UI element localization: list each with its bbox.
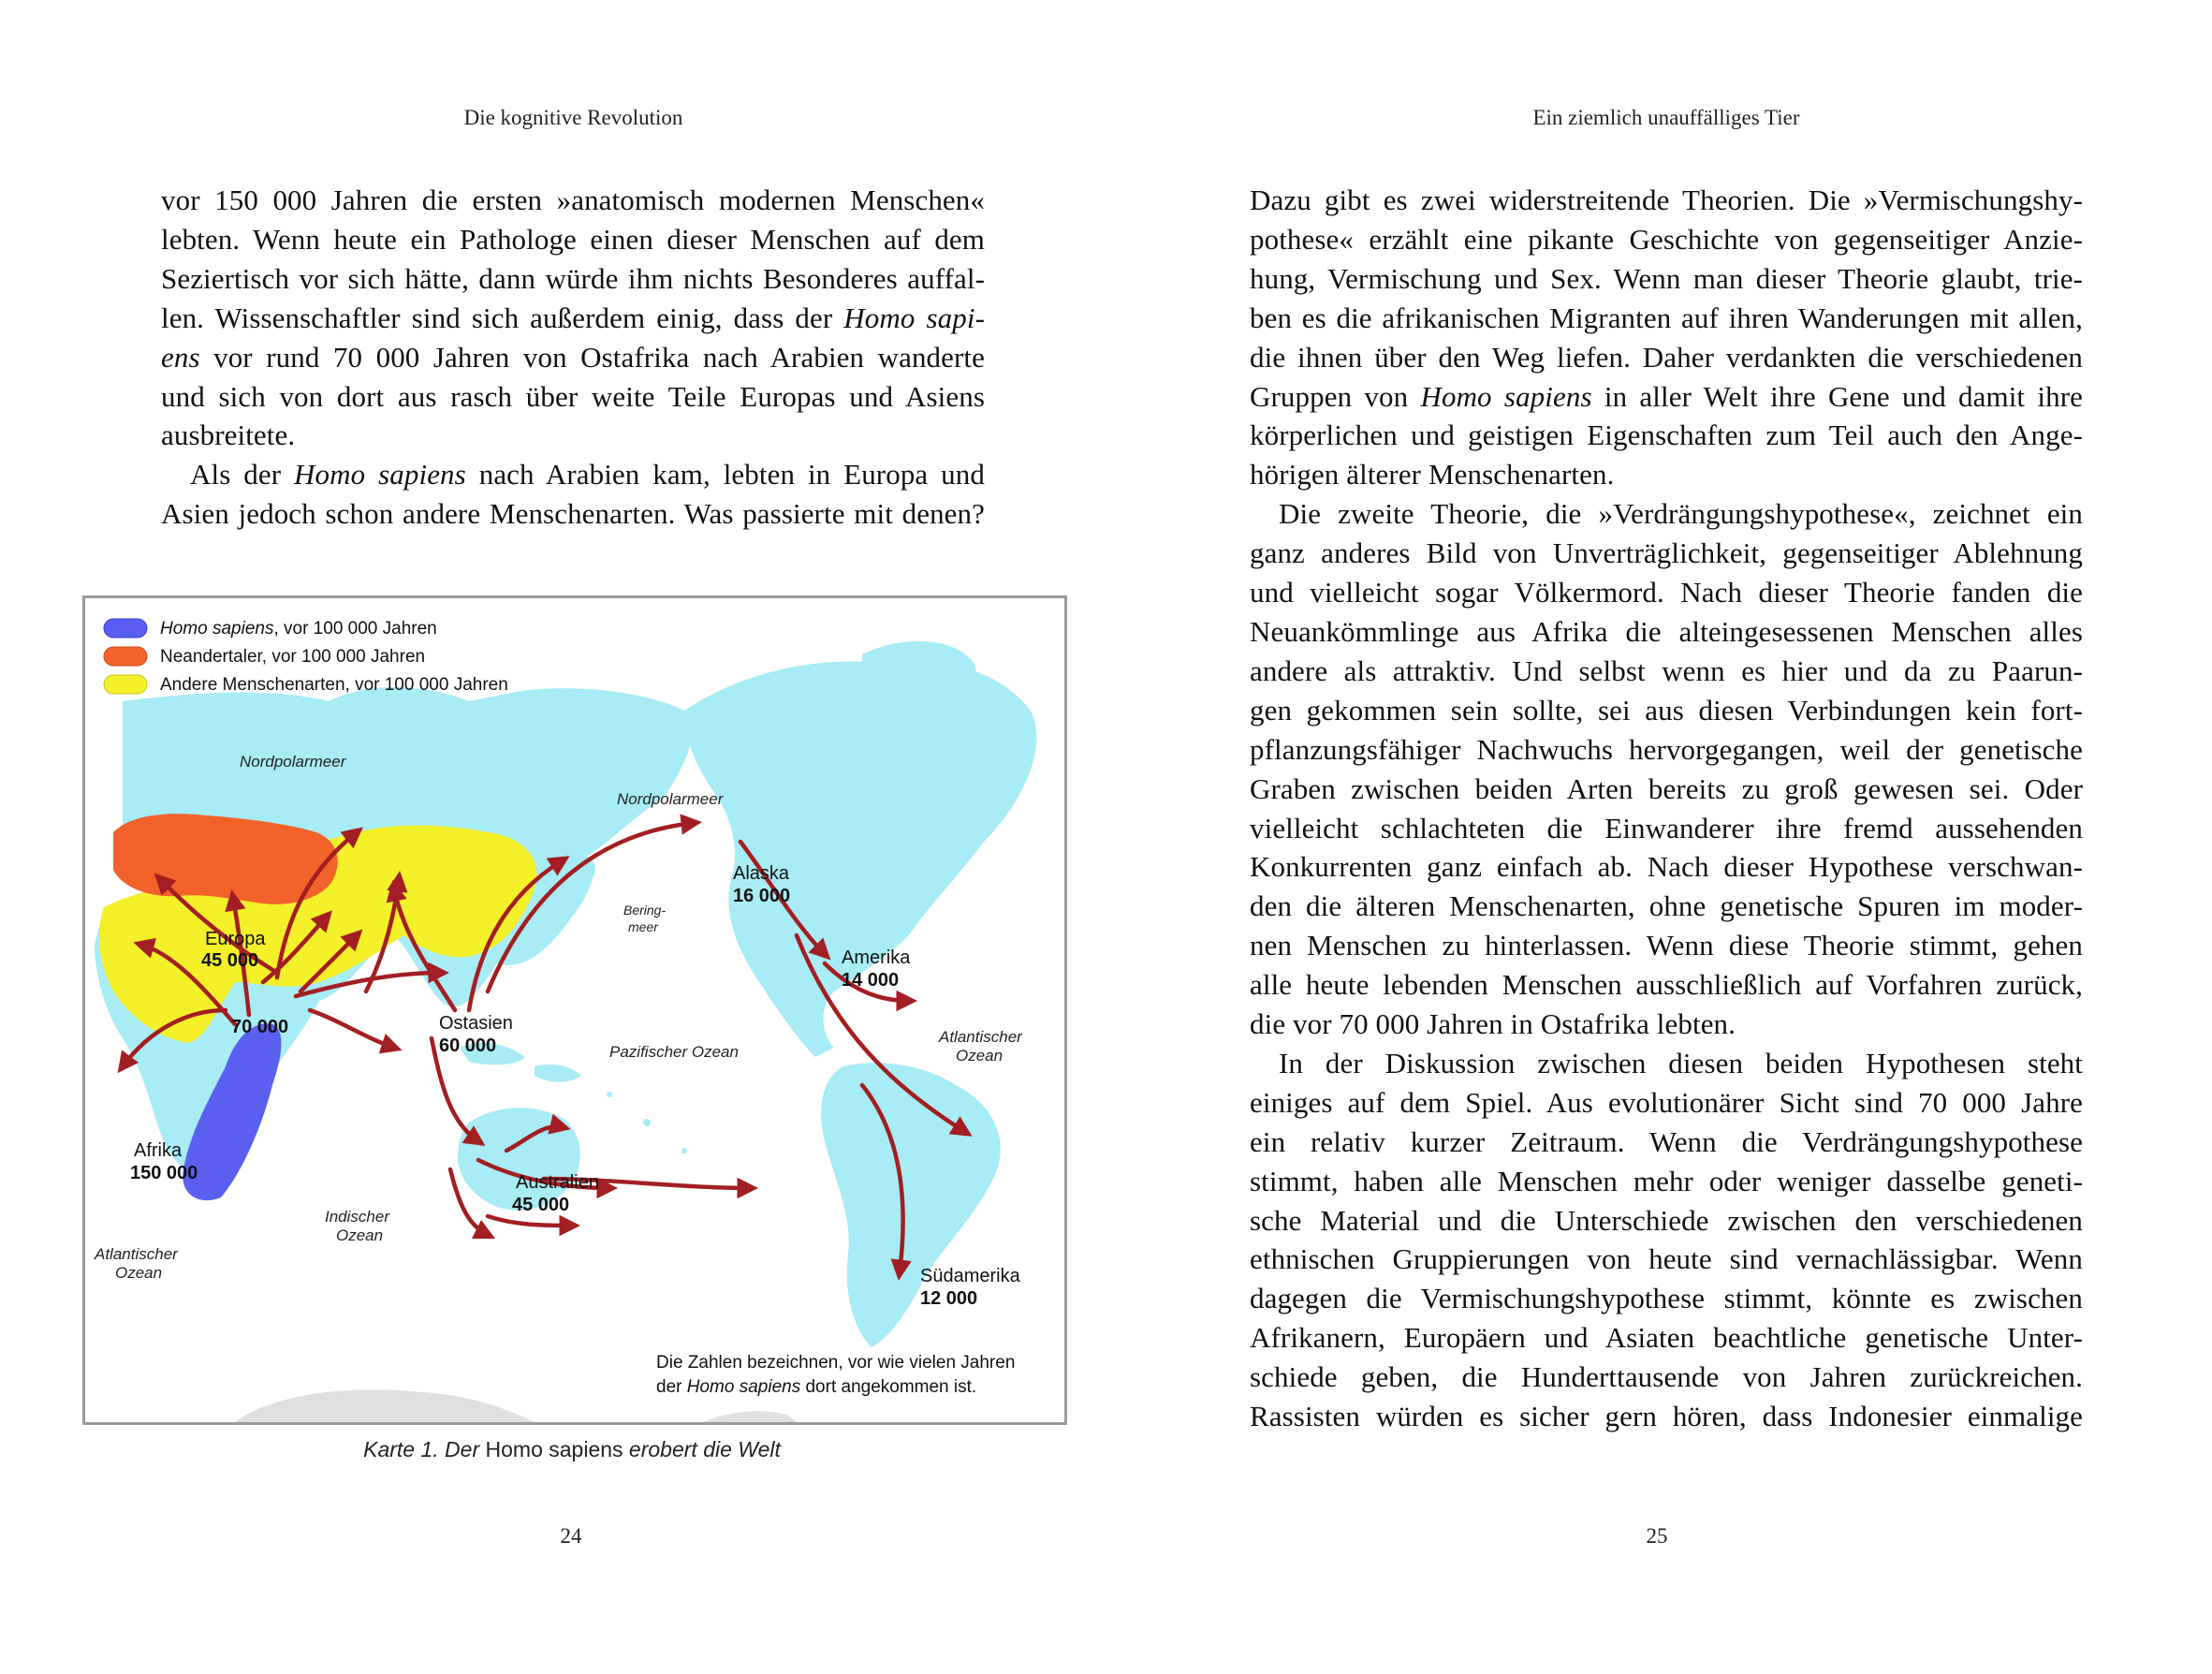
right-body-text bbox=[1250, 181, 2083, 1436]
text-line: hörigen älterer Menschenarten. bbox=[1250, 458, 1615, 492]
place-europa: Europa bbox=[205, 929, 266, 949]
landmasses bbox=[95, 641, 1036, 1347]
place-afrika: Afrika bbox=[134, 1140, 183, 1161]
place-ostasien: Ostasien bbox=[439, 1013, 513, 1034]
text-line: len. Wissenschaftler sind sich außerdem einig, dass der Homo sapi- bbox=[161, 301, 985, 334]
left-body-text bbox=[161, 181, 985, 534]
text-line: schiede geben, die Hunderttausende von Jahren zurückreichen. bbox=[1250, 1360, 2083, 1394]
text-line: die ihnen über den Weg liefen. Daher verdankten die verschiedenen bbox=[1250, 340, 2083, 374]
years-alaska: 16 000 bbox=[733, 886, 791, 906]
note-line: Die Zahlen bezeichnen, vor wie vielen Jahren bbox=[656, 1353, 1016, 1373]
place-australien: Australien bbox=[516, 1172, 599, 1193]
page-number-left: 24 bbox=[560, 1524, 582, 1548]
text-line: sche Material und die Unterschiede zwischen den verschiedenen bbox=[1250, 1203, 2083, 1237]
label-atlantik-sued: Ozean bbox=[115, 1264, 163, 1282]
text-line: ausbreitete. bbox=[161, 418, 296, 452]
text-line: stimmt, haben alle Menschen mehr oder weniger dasselbe geneti- bbox=[1250, 1164, 2083, 1197]
text-line: alle heute lebenden Menschen ausschließlich auf Vorfahren zurück, bbox=[1250, 968, 2083, 1002]
text-line: ganz anderes Bild von Unverträglichkeit, gegenseitiger Ablehnung bbox=[1250, 536, 2083, 570]
label-atlantik-nord: Ozean bbox=[956, 1047, 1003, 1065]
map-legend bbox=[104, 619, 508, 695]
text-line: vor 150 000 Jahren die ersten »anatomisch modernen Menschen« bbox=[161, 184, 985, 216]
text-line: den die älteren Menschenarten, ohne genetische Spuren im moder- bbox=[1250, 889, 2083, 923]
label-indischer-ozean: Indischer bbox=[325, 1208, 389, 1226]
text-line: Rassisten würden es sicher gern hören, dass Indonesier einmalige bbox=[1250, 1400, 2083, 1433]
years-europa: 45 000 bbox=[201, 950, 259, 971]
note-line: der Homo sapiens dort angekommen ist. bbox=[656, 1377, 977, 1397]
running-head-right: Ein ziemlich unauffälliges Tier bbox=[1532, 106, 1800, 129]
label-beringmeer: meer bbox=[628, 919, 658, 934]
text-line: Als der Homo sapiens nach Arabien kam, lebten in Europa und bbox=[190, 458, 985, 492]
legend-neandertaler: Neandertaler, vor 100 000 Jahren bbox=[160, 647, 426, 667]
text-line: pflanzungsfähiger Nachwuchs hervorgegangen, weil der genetische bbox=[1250, 732, 2083, 766]
years-amerika: 14 000 bbox=[842, 970, 900, 991]
text-line: gen gekommen sein sollte, sei aus diesen Verbindungen kein fort- bbox=[1250, 693, 2083, 727]
text-line: Neuankömmlinge aus Afrika die alteingesessenen Menschen alles bbox=[1250, 614, 2083, 648]
label-beringmeer: Bering- bbox=[623, 903, 667, 918]
text-line: ens vor rund 70 000 Jahren von Ostafrika nach Arabien wanderte bbox=[161, 340, 985, 374]
place-suedamerika: Südamerika bbox=[920, 1266, 1020, 1286]
label-nordpolarmeer: Nordpolarmeer bbox=[240, 753, 346, 771]
label-pazifik: Pazifischer Ozean bbox=[609, 1043, 739, 1061]
years-ostasien: 60 000 bbox=[439, 1035, 497, 1056]
page-number-right: 25 bbox=[1646, 1524, 1668, 1548]
text-line: und vielleicht sogar Völkermord. Nach dieser Theorie fanden die bbox=[1250, 576, 2083, 609]
text-line: ein relativ kurzer Zeitraum. Wenn die Verdrängungshypothese bbox=[1250, 1124, 2083, 1158]
text-line: und sich von dort aus rasch über weite Teile Europas und Asiens bbox=[161, 379, 985, 413]
left-page bbox=[0, 0, 1105, 1674]
figure-caption: Karte 1. Der Homo sapiens erobert die Welt bbox=[363, 1437, 781, 1461]
text-line: ben es die afrikanischen Migranten auf ihren Wanderungen mit allen, bbox=[1250, 301, 2083, 334]
place-amerika: Amerika bbox=[842, 947, 911, 968]
text-line: Afrikanern, Europäern und Asiaten beachtliche genetische Unter- bbox=[1250, 1321, 2083, 1355]
legend-sapiens: Homo sapiens, vor 100 000 Jahren bbox=[160, 619, 437, 639]
label-atlantik-nord: Atlantischer bbox=[939, 1028, 1022, 1046]
years-afrika: 150 000 bbox=[130, 1163, 198, 1183]
text-line: einiges auf dem Spiel. Aus evolutionärer Sicht sind 70 000 Jahre bbox=[1250, 1085, 2083, 1119]
text-line: In der Diskussion zwischen diesen beiden Hypothesen steht bbox=[1279, 1046, 2083, 1079]
text-line: pothese« erzählt eine pikante Geschichte von gegenseitiger Anzie- bbox=[1250, 222, 2083, 256]
label-atlantik-sued: Atlantischer bbox=[95, 1245, 178, 1263]
legend-other: Andere Menschenarten, vor 100 000 Jahren bbox=[160, 675, 508, 695]
antarctica bbox=[235, 1389, 535, 1422]
text-line: Gruppen von Homo sapiens in aller Welt ihre Gene und damit ihre bbox=[1250, 379, 2083, 413]
world-map-figure bbox=[82, 595, 1067, 1425]
text-line: Asien jedoch schon andere Menschenarten. Was passierte mit denen? bbox=[161, 497, 985, 531]
migration-map bbox=[85, 598, 1064, 1422]
years-australien: 45 000 bbox=[512, 1195, 570, 1215]
place-alaska: Alaska bbox=[733, 863, 790, 884]
label-nordpolarmeer: Nordpolarmeer bbox=[617, 790, 724, 808]
text-line: ethnischen Gruppierungen von heute sind vernachlässigbar. Wenn bbox=[1250, 1242, 2083, 1276]
text-line: vielleicht schlachteten die Einwanderer ihre fremd aussehenden bbox=[1250, 811, 2083, 844]
text-line: hung, Vermischung und Sex. Wenn man dieser Theorie glaubt, trie- bbox=[1250, 261, 2083, 295]
text-line: körperlichen und geistigen Eigenschaften zum Teil auch den Ange- bbox=[1250, 418, 2083, 452]
text-line: andere als attraktiv. Und selbst wenn es hier und da zu Paarun- bbox=[1250, 653, 2083, 687]
text-line: die vor 70 000 Jahren in Ostafrika lebten. bbox=[1250, 1007, 1736, 1041]
label-indischer-ozean: Ozean bbox=[336, 1226, 384, 1244]
text-line: Konkurrenten ganz einfach ab. Nach dieser Hypothese verschwan- bbox=[1250, 850, 2083, 884]
text-line: dagegen die Vermischungshypothese stimmt, könnte es zwischen bbox=[1250, 1282, 2083, 1315]
text-line: Dazu gibt es zwei widerstreitende Theorien. Die »Vermischungshy- bbox=[1250, 184, 2083, 216]
map-note bbox=[656, 1353, 1015, 1397]
years-arabien: 70 000 bbox=[231, 1017, 289, 1037]
right-page bbox=[1105, 0, 2212, 1674]
running-head-left: Die kognitive Revolution bbox=[463, 106, 683, 129]
text-line: nen Menschen zu hinterlassen. Wenn diese Theorie stimmt, gehen bbox=[1250, 929, 2083, 962]
text-line: lebten. Wenn heute ein Pathologe einen dieser Menschen auf dem bbox=[161, 222, 985, 256]
years-suedamerika: 12 000 bbox=[920, 1288, 978, 1309]
text-line: Seziertisch vor sich hätte, dann würde ihm nichts Besonderes auffal- bbox=[161, 261, 985, 295]
text-line: Die zweite Theorie, die »Verdrängungshypothese«, zeichnet ein bbox=[1279, 497, 2083, 531]
text-line: Graben zwischen beiden Arten bereits zu groß gewesen sei. Oder bbox=[1250, 771, 2083, 805]
